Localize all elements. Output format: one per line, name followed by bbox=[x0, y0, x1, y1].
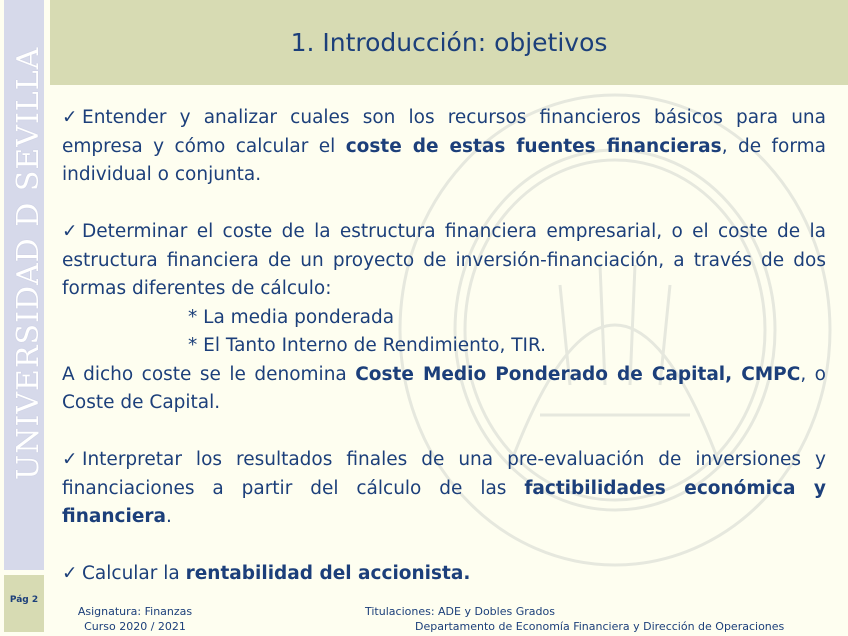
cmpc-text: A dicho coste se le denomina bbox=[62, 363, 356, 385]
check-icon: ✓ bbox=[62, 563, 78, 584]
slide-title: 1. Introducción: objetivos bbox=[290, 28, 608, 57]
cmpc-end: , o Coste de Capital. bbox=[62, 363, 826, 413]
objective-4-text: Calcular la bbox=[82, 563, 186, 584]
objective-3-end: . bbox=[166, 506, 172, 527]
objective-1-bold: coste de estas fuentes financieras bbox=[345, 135, 722, 157]
footer-degrees: Titulaciones: ADE y Dobles Grados bbox=[365, 605, 555, 618]
check-icon: ✓ bbox=[62, 449, 78, 470]
university-wordmark-text: UNIVERSIDAD D SEVILLA bbox=[11, 46, 46, 480]
objective-2 bbox=[62, 218, 826, 304]
objective-1-end: , de forma individual o conjunta. bbox=[62, 135, 826, 185]
objective-1-text: Entender y analizar cuales son los recursos financieros básicos para una empresa y cómo calcular el bbox=[62, 107, 826, 157]
page-number-box bbox=[4, 575, 44, 632]
cmpc-bold: Coste Medio Ponderado de Capital, CMPC bbox=[355, 363, 801, 385]
bullet-weighted-average: * La media ponderada bbox=[188, 306, 395, 328]
bullet-tir: * El Tanto Interno de Rendimiento, TIR. bbox=[188, 335, 547, 356]
objective-1 bbox=[62, 104, 826, 190]
objective-3 bbox=[62, 446, 826, 532]
objective-4 bbox=[62, 560, 826, 589]
slide-content bbox=[62, 104, 826, 589]
footer-subject: Asignatura: Finanzas bbox=[77, 605, 193, 618]
cmpc-definition bbox=[62, 361, 826, 418]
objective-3-text: Interpretar los resultados finales de una pre-evaluación de inversiones y financiaciones a partir del cálculo de las bbox=[62, 449, 826, 499]
objective-4-bold: rentabilidad del accionista. bbox=[185, 563, 471, 584]
check-icon: ✓ bbox=[62, 107, 78, 128]
check-icon: ✓ bbox=[62, 221, 78, 242]
page-number: Pág 2 bbox=[9, 595, 39, 605]
footer-department: Departamento de Economía Financiera y Dirección de Operaciones bbox=[415, 620, 785, 633]
slide-header bbox=[50, 0, 848, 85]
objective-3-bold: factibilidades económica y financiera bbox=[62, 477, 826, 527]
objective-2-text: Determinar el coste de la estructura financiera empresarial, o el coste de la estructura financiera de un proyecto de inversión-financiación, a través de dos formas diferentes de cálculo: bbox=[62, 221, 826, 299]
footer-course-info bbox=[70, 604, 200, 634]
footer-course: Curso 2020 / 2021 bbox=[84, 620, 186, 633]
